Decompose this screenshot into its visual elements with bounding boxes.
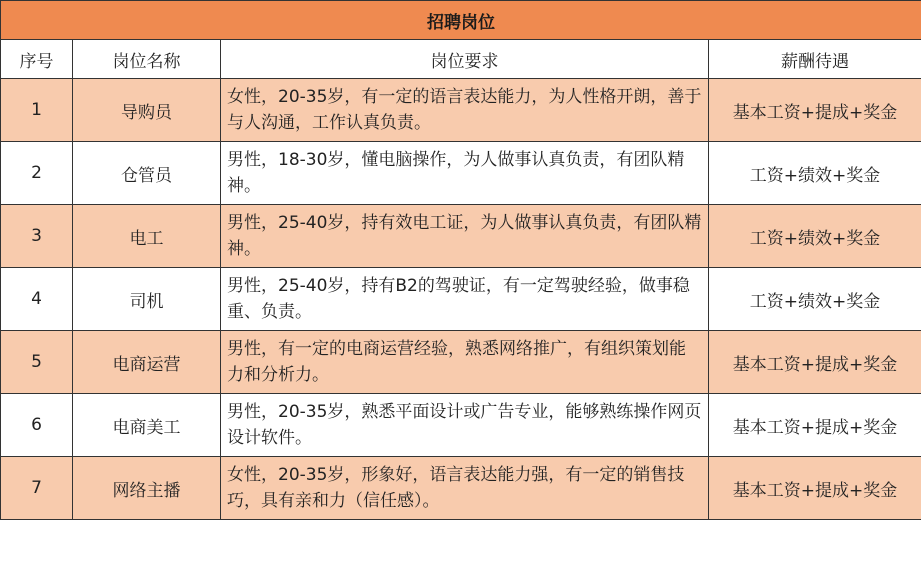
table-row <box>1 142 921 205</box>
row-position: 司机 <box>73 268 221 331</box>
row-requirements: 男性，20-35岁，熟悉平面设计或广告专业，能够熟练操作网页设计软件。 <box>221 394 709 457</box>
row-pay: 工资+绩效+奖金 <box>709 205 921 268</box>
table-title-row <box>1 1 921 40</box>
header-name: 岗位名称 <box>73 40 221 79</box>
header-no: 序号 <box>1 40 73 79</box>
header-requirements: 岗位要求 <box>221 40 709 79</box>
row-no: 1 <box>1 79 73 142</box>
table-row <box>1 205 921 268</box>
row-pay: 基本工资+提成+奖金 <box>709 394 921 457</box>
table-title: 招聘岗位 <box>1 1 921 40</box>
row-position: 电商美工 <box>73 394 221 457</box>
table-row <box>1 331 921 394</box>
row-requirements: 男性，有一定的电商运营经验，熟悉网络推广，有组织策划能力和分析力。 <box>221 331 709 394</box>
row-pay: 基本工资+提成+奖金 <box>709 331 921 394</box>
row-requirements: 女性，20-35岁，有一定的语言表达能力，为人性格开朗，善于与人沟通，工作认真负责。 <box>221 79 709 142</box>
table-row <box>1 79 921 142</box>
row-no: 4 <box>1 268 73 331</box>
row-pay: 工资+绩效+奖金 <box>709 142 921 205</box>
row-pay: 基本工资+提成+奖金 <box>709 79 921 142</box>
row-pay: 基本工资+提成+奖金 <box>709 457 921 520</box>
table-row <box>1 457 921 520</box>
row-no: 2 <box>1 142 73 205</box>
row-requirements: 女性，20-35岁，形象好，语言表达能力强，有一定的销售技巧，具有亲和力（信任感）。 <box>221 457 709 520</box>
row-pay: 工资+绩效+奖金 <box>709 268 921 331</box>
row-no: 6 <box>1 394 73 457</box>
row-position: 网络主播 <box>73 457 221 520</box>
header-pay: 薪酬待遇 <box>709 40 921 79</box>
row-position: 导购员 <box>73 79 221 142</box>
row-requirements: 男性，18-30岁，懂电脑操作，为人做事认真负责，有团队精神。 <box>221 142 709 205</box>
row-no: 3 <box>1 205 73 268</box>
row-requirements: 男性，25-40岁，持有效电工证，为人做事认真负责，有团队精神。 <box>221 205 709 268</box>
row-position: 电工 <box>73 205 221 268</box>
row-position: 电商运营 <box>73 331 221 394</box>
table-row <box>1 394 921 457</box>
table-header-row <box>1 40 921 79</box>
row-position: 仓管员 <box>73 142 221 205</box>
row-requirements: 男性，25-40岁，持有B2的驾驶证，有一定驾驶经验，做事稳重、负责。 <box>221 268 709 331</box>
table-row <box>1 268 921 331</box>
row-no: 5 <box>1 331 73 394</box>
row-no: 7 <box>1 457 73 520</box>
